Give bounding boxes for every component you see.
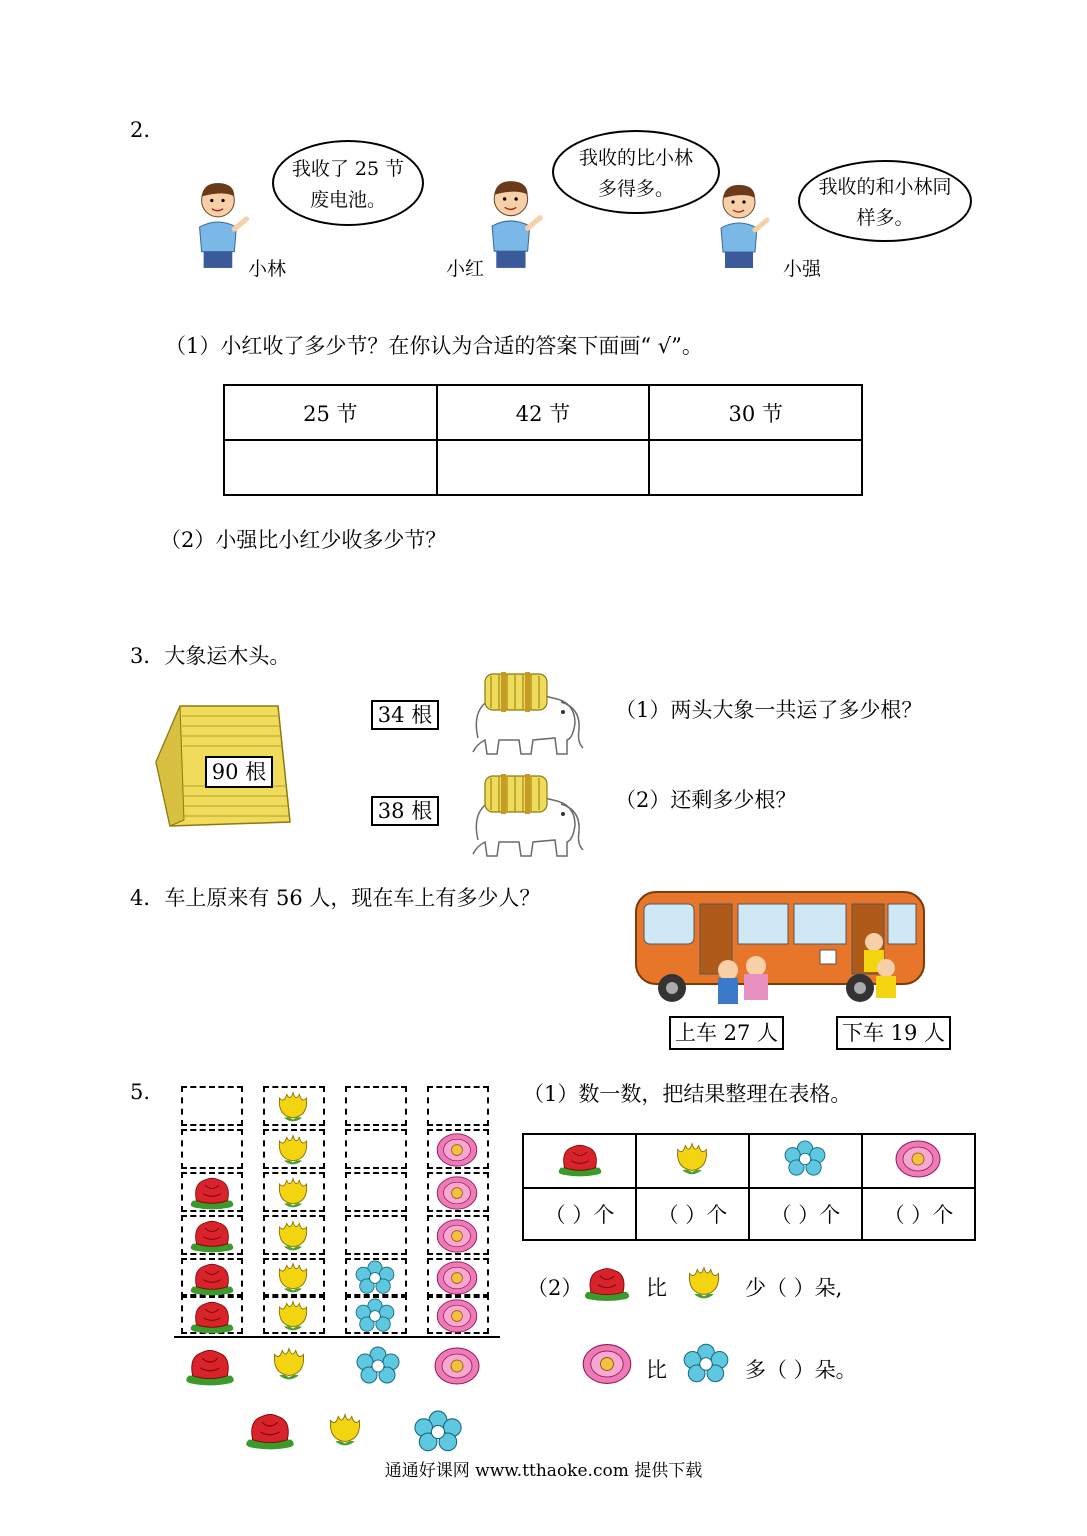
tulip-flower <box>270 1298 316 1334</box>
total-logs-label: 90 根 <box>205 756 273 788</box>
pink-flower <box>434 1132 480 1168</box>
xiaoqiang-figure <box>706 180 776 270</box>
grid-cell <box>345 1086 407 1126</box>
check-cell[interactable] <box>224 440 437 495</box>
tulip-flower <box>321 1410 369 1450</box>
on-bus-label: 上车 27 人 <box>669 1016 784 1050</box>
count-table <box>522 1133 976 1241</box>
count-cell[interactable]: （ ）个 <box>749 1188 862 1240</box>
grid-cell <box>181 1086 243 1126</box>
grid-cell <box>427 1086 489 1126</box>
blue-flower <box>352 1260 398 1296</box>
compare-word: 比 <box>646 1276 667 1300</box>
q2-part2: （2）小强比小红少收多少节？ <box>160 528 447 552</box>
grid-cell <box>345 1172 407 1212</box>
pink-flower <box>434 1260 480 1296</box>
blue-flower <box>352 1298 398 1334</box>
load1-label: 34 根 <box>371 700 439 730</box>
blue-flower <box>410 1410 466 1454</box>
pink-flower <box>434 1218 480 1254</box>
more-blank: 多（ ）朵。 <box>745 1358 857 1382</box>
grid-cell <box>345 1215 407 1255</box>
blue-flower <box>352 1346 404 1386</box>
option-cell: 25 节 <box>224 385 437 440</box>
q3-part1: （1）两头大象一共运了多少根？ <box>615 698 923 722</box>
tulip-flower <box>668 1140 716 1178</box>
rose-flower <box>186 1174 238 1210</box>
q3-part2: （2）还剩多少根？ <box>615 788 797 812</box>
check-cell[interactable] <box>437 440 650 495</box>
name-xiaohong: 小红 <box>446 258 485 280</box>
check-cell[interactable] <box>649 440 862 495</box>
grid-baseline <box>174 1336 500 1338</box>
q3-title: 3．大象运木头。 <box>130 644 291 668</box>
load2-label: 38 根 <box>371 796 439 826</box>
elephant-1 <box>462 668 584 758</box>
bubble-xiaolin: 我收了 25 节废电池。 <box>272 140 424 226</box>
tulip-flower <box>265 1344 313 1384</box>
pink-flower <box>434 1175 480 1211</box>
option-cell: 42 节 <box>437 385 650 440</box>
q2-part1: （1）小红收了多少节？在你认为合适的答案下面画“ √”。 <box>165 334 703 358</box>
tulip-flower <box>270 1132 316 1168</box>
compare-word: 比 <box>646 1358 667 1382</box>
rose-flower <box>241 1410 299 1450</box>
tulip-flower <box>270 1218 316 1254</box>
q5-number: 5. <box>130 1080 151 1104</box>
tulip-flower <box>270 1175 316 1211</box>
grid-cell <box>345 1129 407 1169</box>
q2-number: 2. <box>130 118 151 142</box>
blue-flower <box>779 1140 831 1178</box>
pink-flower <box>580 1342 634 1386</box>
elephant-2 <box>462 770 584 860</box>
bus-illustration <box>630 880 930 1010</box>
rose-flower <box>181 1346 239 1386</box>
answer-table <box>223 384 863 496</box>
pink-flower <box>891 1139 945 1179</box>
footer-text: 通通好课网 www.tthaoke.com 提供下载 <box>384 1461 703 1481</box>
rose-flower <box>186 1260 238 1296</box>
bubble-xiaohong: 我收的比小林多得多。 <box>552 130 720 214</box>
q5-part1: （1）数一数，把结果整理在表格。 <box>523 1082 852 1106</box>
tulip-flower <box>680 1262 728 1304</box>
rose-flower <box>186 1298 238 1334</box>
bubble-xiaoqiang: 我收的和小林同样多。 <box>798 160 972 242</box>
count-cell[interactable]: （ ）个 <box>636 1188 749 1240</box>
name-xiaoqiang: 小强 <box>783 258 822 280</box>
xiaohong-figure <box>478 176 548 270</box>
q4-title: 4．车上原来有 56 人，现在车上有多少人？ <box>130 886 541 910</box>
blue-flower <box>680 1342 732 1386</box>
tulip-flower <box>270 1260 316 1296</box>
off-bus-label: 下车 19 人 <box>836 1016 951 1050</box>
rose-flower <box>554 1140 606 1178</box>
pink-flower <box>434 1298 480 1334</box>
tulip-flower <box>270 1089 316 1125</box>
grid-cell <box>181 1129 243 1169</box>
xiaolin-figure <box>185 178 255 270</box>
q5-part2-number: （2） <box>527 1276 583 1300</box>
rose-flower <box>186 1217 238 1253</box>
count-cell[interactable]: （ ）个 <box>862 1188 975 1240</box>
less-blank: 少（ ）朵, <box>745 1276 843 1300</box>
pink-flower <box>432 1346 482 1386</box>
count-cell[interactable]: （ ）个 <box>523 1188 636 1240</box>
option-cell: 30 节 <box>649 385 862 440</box>
rose-flower <box>580 1262 634 1304</box>
name-xiaolin: 小林 <box>248 258 287 280</box>
